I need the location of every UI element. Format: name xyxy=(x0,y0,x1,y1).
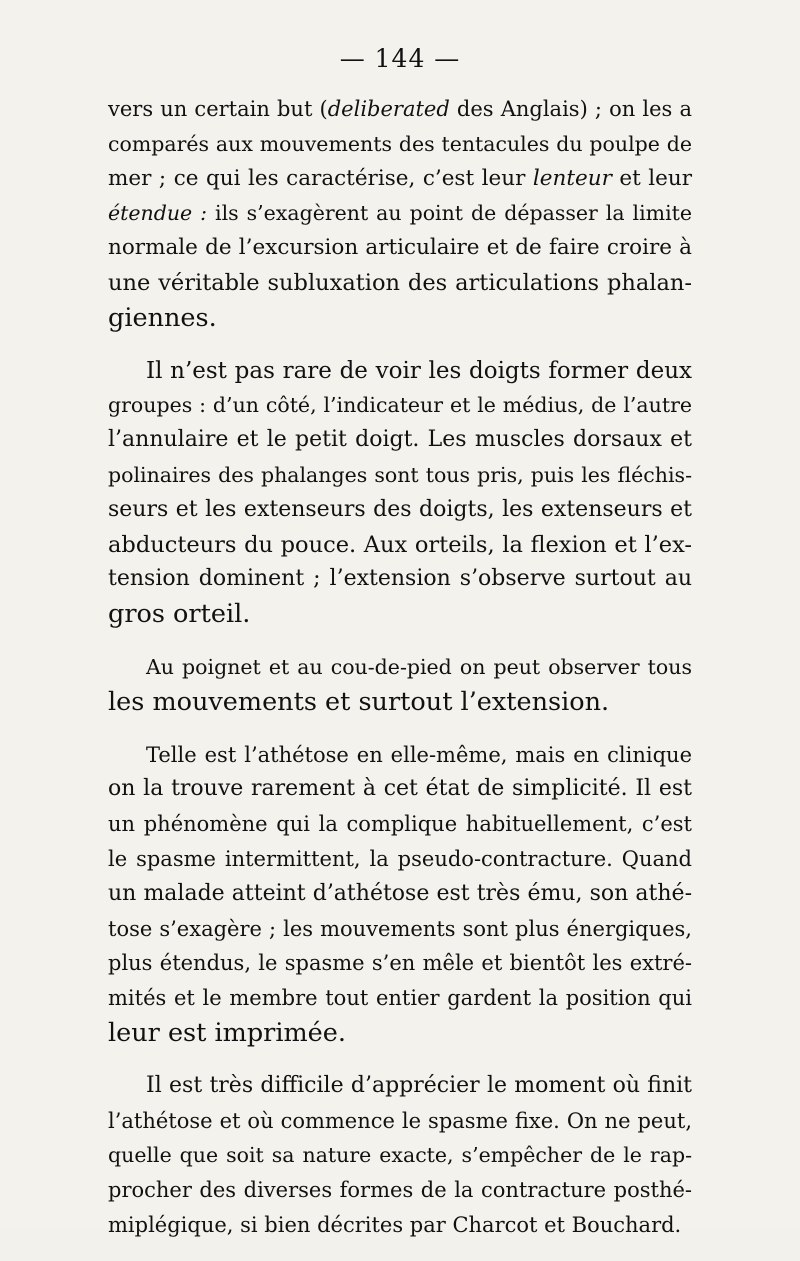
text-line: normale de l’excursion articulaire et de faire croire à xyxy=(108,235,692,261)
text-line: groupes : d’un côté, l’indicateur et le médius, de l’autre xyxy=(108,393,692,418)
paragraph xyxy=(108,738,692,1051)
text-line: on la trouve rarement à cet état de simplicité. Il est xyxy=(108,776,692,802)
paragraph xyxy=(108,354,692,632)
paragraph xyxy=(108,92,692,336)
text-line: Il est très difficile d’apprécier le moment où finit xyxy=(146,1072,692,1098)
text-line: abducteurs du pouce. Aux orteils, la flexion et l’ex- xyxy=(108,531,692,558)
text-line: tension dominent ; l’extension s’observe surtout au xyxy=(108,566,692,592)
text-line: l’athétose et où commence le spasme fixe. On ne peut, xyxy=(108,1108,692,1133)
text-line: un malade atteint d’athétose est très ému, son athé- xyxy=(108,880,692,906)
text-line: procher des diverses formes de la contracture posthé- xyxy=(108,1178,692,1203)
text-line: plus étendus, le spasme s’en mêle et bientôt les extré- xyxy=(108,951,692,976)
text-line: seurs et les extenseurs des doigts, les extenseurs et xyxy=(108,496,692,522)
paragraph xyxy=(108,1069,692,1243)
text-line: étendue : ils s’exagèrent au point de dépasser la limite xyxy=(108,201,692,226)
text-line: le spasme intermittent, la pseudo-contracture. Quand xyxy=(108,846,692,871)
page-number: — 144 — xyxy=(339,44,461,73)
body-text xyxy=(108,92,692,1261)
text-line: polinaires des phalanges sont tous pris, puis les fléchis- xyxy=(108,462,692,487)
text-line: une véritable subluxation des articulations phalan- xyxy=(108,269,692,296)
text-line: miplégique, si bien décrites par Charcot et Bouchard. xyxy=(108,1212,682,1237)
text-line: giennes. xyxy=(108,302,217,333)
text-line: Il n’est pas rare de voir les doigts former deux xyxy=(146,357,692,384)
text-line: tose s’exagère ; les mouvements sont plus énergiques, xyxy=(108,916,692,941)
text-line: vers un certain but (deliberated des Anglais) ; on les a xyxy=(108,97,692,121)
text-line: les mouvements et surtout l’extension. xyxy=(108,686,610,717)
text-line: un phénomène qui la complique habituellement, c’est xyxy=(108,812,692,837)
text-line: leur est imprimée. xyxy=(108,1017,346,1048)
text-line: Telle est l’athétose en elle-même, mais en clinique xyxy=(146,742,692,767)
text-line: l’annulaire et le petit doigt. Les muscles dorsaux et xyxy=(108,427,692,453)
text-line: quelle que soit sa nature exacte, s’empêcher de le rap- xyxy=(108,1143,692,1168)
text-line: gros orteil. xyxy=(108,599,251,630)
text-line: Au poignet et au cou-de-pied on peut observer tous xyxy=(146,654,692,679)
text-line: comparés aux mouvements des tentacules du poulpe de xyxy=(108,131,692,156)
text-line: mités et le membre tout entier gardent la position qui xyxy=(108,986,692,1011)
paragraph xyxy=(108,650,692,720)
text-line: mer ; ce qui les caractérise, c’est leur lenteur et leur xyxy=(108,165,693,191)
